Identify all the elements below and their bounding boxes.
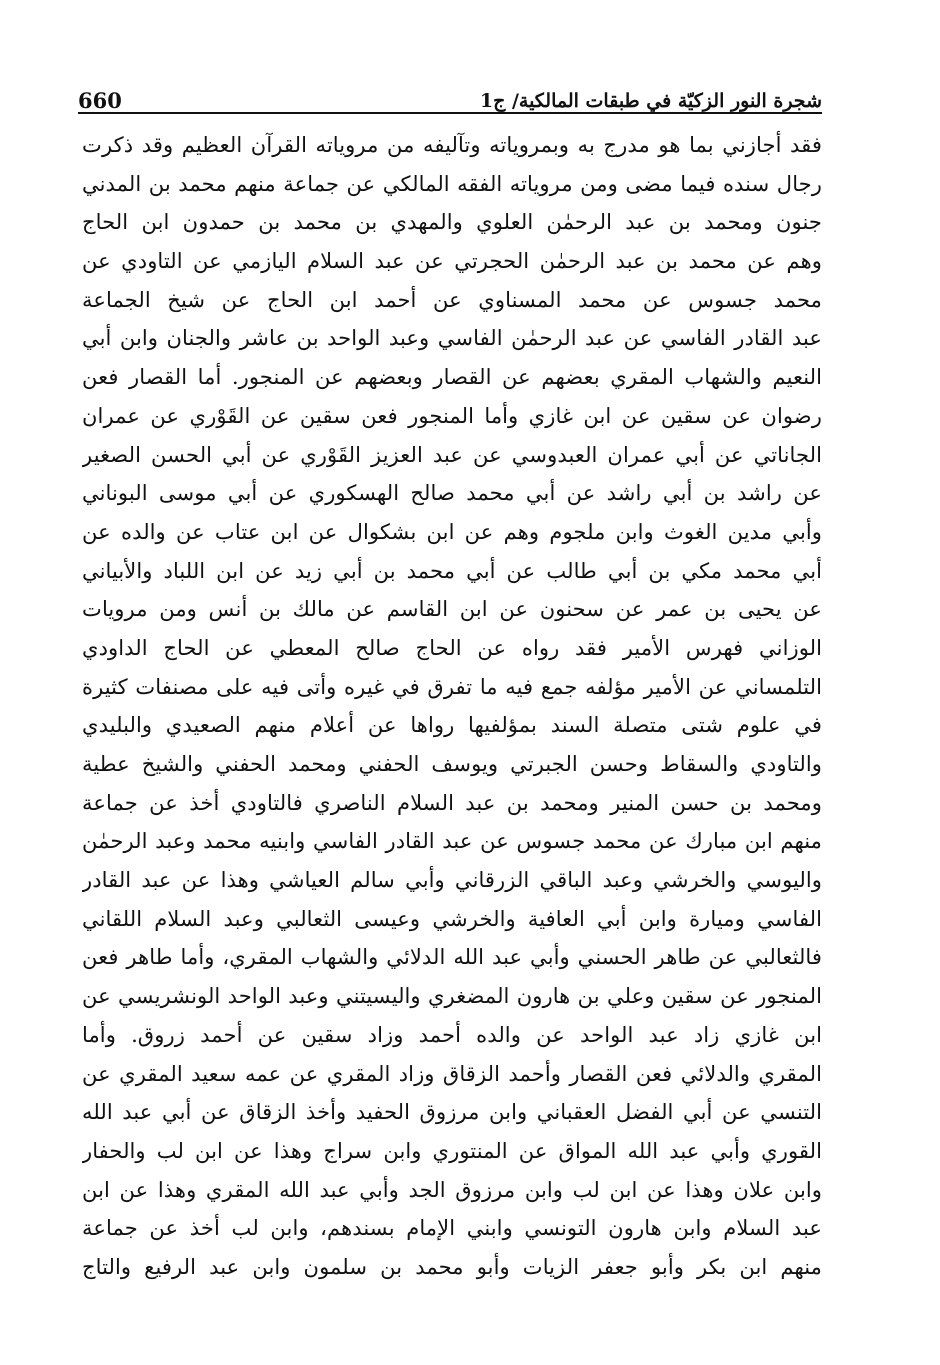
text-line: والتاودي والسقاط وحسن الجبرتي ويوسف الحفني ومحمد الحفني والشيخ عطية [82,751,822,776]
text-line: المقري والدلائي فعن القصار وأحمد الزقاق وزاد المقري عن عمه سعيد المقري عن [82,1060,822,1086]
text-line: التلمساني عن الأمير مؤلفه جمع فيه ما تفرق في غيره وأتى فيه على مصنفات كثيرة [82,673,822,699]
text-line: القوري وأبي عبد الله المواق عن المنتوري وابن سراج وهذا عن ابن لب والحفار [82,1137,822,1163]
text-line: عن راشد بن أبي راشد عن أبي محمد صالح الهسكوري عن أبي موسى البوناني [82,480,822,506]
text-line: الجاناتي عن أبي عمران العبدوسي عن عبد العزيز القَوْري عن أبي الحسن الصغير [82,441,822,467]
text-line: واليوسي والخرشي وعبد الباقي الزرقاني وأبي سالم العياشي وهذا عن عبد القادر [82,867,822,893]
text-line: عبد السلام وابن هارون التونسي وابني الإمام بسندهم، وابن لب أخذ عن جماعة [82,1215,822,1241]
text-line: النعيم والشهاب المقري بعضهم عن القصار وبعضهم عن المنجور. أما القصار فعن [82,364,822,390]
text-line: المنجور عن سقين وعلي بن هارون المضغري واليسيتني وعبد الواحد الونشريسي عن [82,983,822,1009]
text-line: عن يحيى بن عمر عن سحنون عن ابن القاسم عن مالك بن أنس ومن مرويات [82,596,822,622]
text-line: محمد جسوس عن محمد المسناوي عن أحمد ابن الحاج عن شيخ الجماعة [82,286,822,312]
text-line: ابن غازي زاد عبد الواحد عن والده أحمد وزاد سقين عن أحمد زروق. وأما [82,1021,822,1047]
text-line: عبد القادر الفاسي عن عبد الرحمٰن الفاسي وعبد الواحد بن عاشر والجنان وابن أبي [82,325,822,351]
text-line: التنسي عن أبي الفضل العقباني وابن مرزوق الحفيد وأخذ الزقاق عن أبي عبد الله [82,1099,822,1125]
text-line: جنون ومحمد بن عبد الرحمٰن العلوي والمهدي بن محمد بن حمدون ابن الحاج [82,209,822,235]
body-text [82,126,822,1287]
text-line: في علوم شتى متصلة السند بمؤلفيها رواها عن أعلام منهم الصعيدي والبليدي [82,712,822,738]
header-rule [78,112,822,114]
text-line: وابن علان وهذا عن ابن لب وابن مرزوق الجد وأبي عبد الله المقري وهذا عن ابن [82,1176,822,1202]
text-line: رضوان عن سقين عن ابن غازي وأما المنجور فعن سقين عن القَوْري عن عمران [82,402,822,428]
page-number: 660 [78,88,122,113]
text-line: فقد أجازني بما هو مدرج به وبمروياته وتآليفه من مروياته القرآن العظيم وقد ذكرت [82,132,822,157]
text-line: منهم ابن بكر وأبو جعفر الزيات وأبو محمد بن سلمون وابن عبد الرفيع والتاج [82,1253,822,1279]
text-line: وأبي مدين الغوث وابن ملجوم وهم عن ابن بشكوال عن ابن عتاب عن والده عن [82,518,822,544]
text-line: الوزاني فهرس الأمير فقد رواه عن الحاج صالح المعطي عن الحاج الداودي [82,634,822,660]
text-line: منهم ابن مبارك عن محمد جسوس عن عبد القادر الفاسي وابنيه محمد وعبد الرحمٰن [82,828,822,854]
running-title: شجرة النور الزكيّة في طبقات المالكية/ ج1 [479,90,822,112]
text-line: وهم عن محمد بن عبد الرحمٰن الحجرتي عن عبد السلام اليازمي عن التاودي عن [82,248,822,274]
text-line: الفاسي وميارة وابن أبي العافية والخرشي وعيسى الثعالبي وعبد السلام اللقاني [82,905,822,931]
text-line: فالثعالبي عن طاهر الحسني وأبي عبد الله الدلائي والشهاب المقري، وأما طاهر فعن [82,944,822,970]
text-line: ومحمد بن حسن المنير ومحمد بن عبد السلام الناصري فالتاودي أخذ عن جماعة [82,789,822,815]
text-line: رجال سنده فيما مضى ومن مروياته الفقه المالكي عن جماعة منهم محمد بن المدني [82,170,822,196]
page-header [78,78,822,114]
text-line: أبي محمد مكي بن أبي طالب عن أبي محمد بن أبي زيد عن ابن اللباد والأبياني [82,557,822,583]
